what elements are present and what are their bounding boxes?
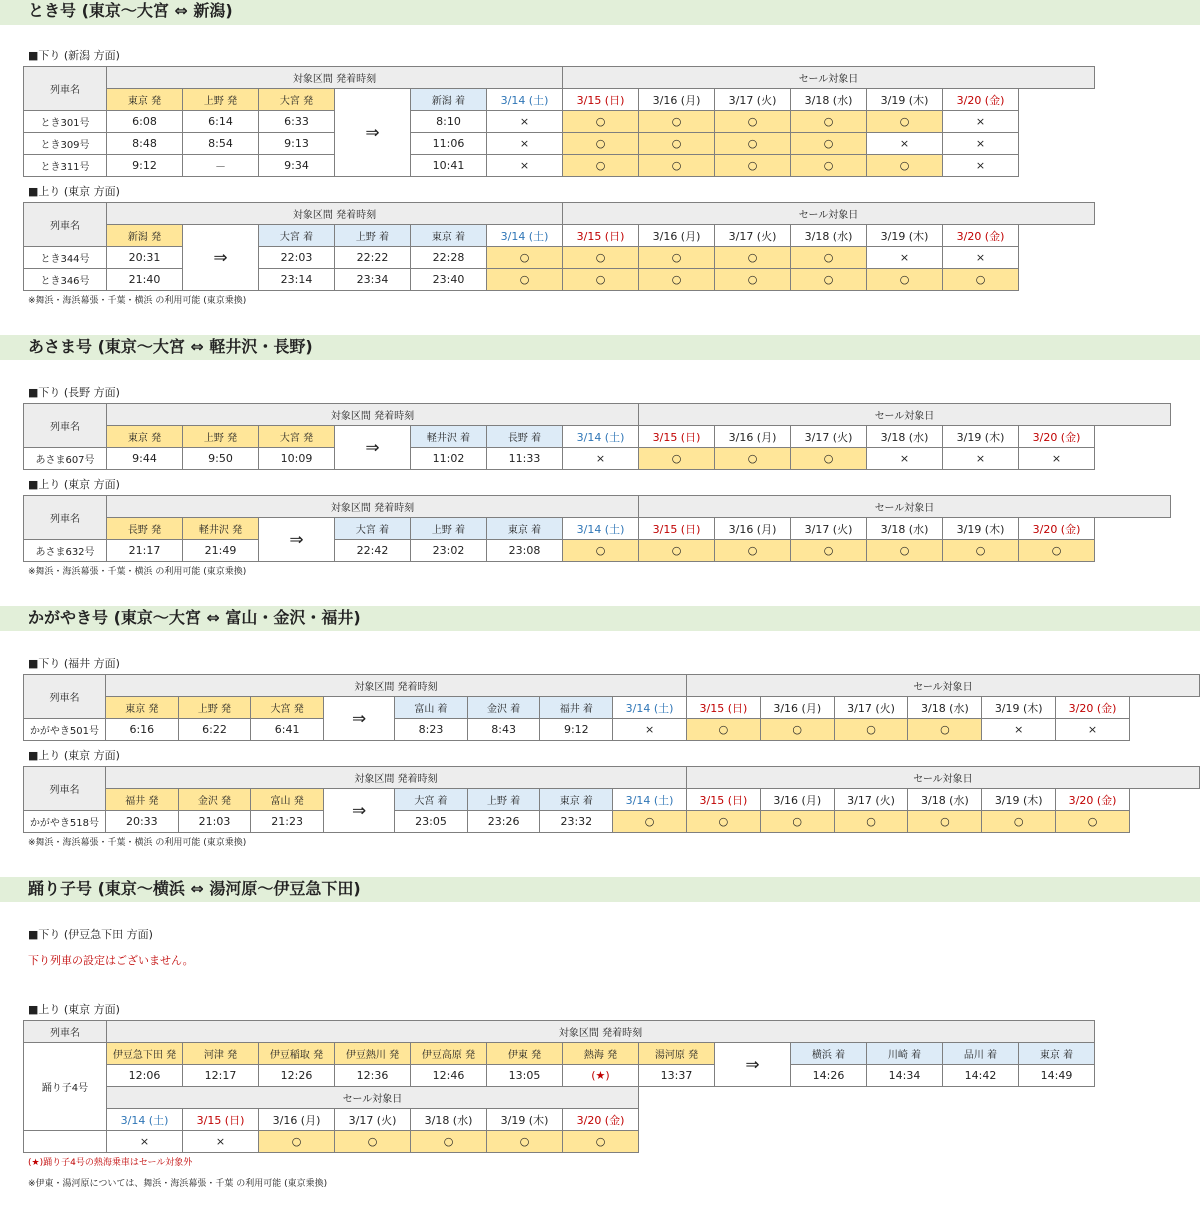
date-header: 3/20 (金) (1019, 518, 1095, 540)
time-cell: 9:12 (107, 155, 183, 177)
direction-label: ■上り (東京 方面) (28, 185, 120, 198)
sale-cell: ○ (1056, 811, 1130, 833)
sale-cell: ○ (908, 811, 982, 833)
sale-cell: ○ (908, 719, 982, 741)
time-cell: 20:33 (105, 811, 178, 833)
time-cell: 23:14 (259, 269, 335, 291)
time-cell: 9:50 (183, 448, 259, 470)
sale-cell: ○ (791, 111, 867, 133)
timetable-asama-up (23, 495, 1171, 562)
sale-cell: ○ (791, 247, 867, 269)
station-header: 大宮 発 (259, 89, 335, 111)
date-header: 3/14 (土) (613, 697, 687, 719)
sale-cell: ○ (686, 811, 760, 833)
station-header: 伊豆熱川 発 (335, 1043, 411, 1065)
time-cell: (★) (563, 1065, 639, 1087)
sale-cell: ○ (791, 133, 867, 155)
sale-cell: × (943, 155, 1019, 177)
date-header: 3/16 (月) (760, 697, 834, 719)
date-header: 3/16 (月) (259, 1109, 335, 1131)
sale-cell: ○ (715, 247, 791, 269)
sale-cell: × (107, 1131, 183, 1153)
sale-cell: ○ (715, 133, 791, 155)
date-header: 3/18 (水) (867, 426, 943, 448)
time-cell: 10:41 (411, 155, 487, 177)
time-group-header: 対象区間 発着時刻 (107, 1021, 1095, 1043)
train-name-header: 列車名 (24, 404, 107, 448)
footnote: ※舞浜・海浜幕張・千葉・横浜 の利用可能 (東京乗換) (28, 567, 247, 577)
sale-cell: ○ (563, 111, 639, 133)
sale-cell: ○ (686, 719, 760, 741)
sale-cell: ○ (259, 1131, 335, 1153)
sale-cell: ○ (791, 448, 867, 470)
time-group-header: 対象区間 発着時刻 (105, 675, 686, 697)
date-header: 3/18 (水) (867, 518, 943, 540)
sale-group-header: セール対象日 (639, 404, 1171, 426)
time-cell: 21:23 (251, 811, 324, 833)
date-header: 3/15 (日) (686, 789, 760, 811)
sale-cell: × (487, 111, 563, 133)
time-cell: 11:02 (411, 448, 487, 470)
station-header: 東京 着 (411, 225, 487, 247)
sale-cell: ○ (639, 269, 715, 291)
footnote: ※伊東・湯河原については、舞浜・海浜幕張・千葉 の利用可能 (東京乗換) (28, 1179, 328, 1189)
date-header: 3/20 (金) (1019, 426, 1095, 448)
station-header: 伊豆高原 発 (411, 1043, 487, 1065)
time-cell: 22:03 (259, 247, 335, 269)
sale-cell: ○ (335, 1131, 411, 1153)
sale-cell: ○ (867, 155, 943, 177)
date-header: 3/20 (金) (1056, 789, 1130, 811)
station-header: 長野 着 (487, 426, 563, 448)
station-header: 横浜 着 (791, 1043, 867, 1065)
date-header: 3/16 (月) (715, 426, 791, 448)
timetable-asama-down (23, 403, 1171, 470)
station-header: 福井 発 (105, 789, 178, 811)
station-header: 長野 発 (107, 518, 183, 540)
time-cell: 8:10 (411, 111, 487, 133)
date-header: 3/17 (火) (335, 1109, 411, 1131)
sale-cell: × (487, 155, 563, 177)
sale-cell: ○ (411, 1131, 487, 1153)
time-cell: 12:26 (259, 1065, 335, 1087)
train-name-header: 列車名 (24, 67, 107, 111)
sale-cell: ○ (715, 448, 791, 470)
date-header: 3/19 (木) (943, 426, 1019, 448)
arrow-icon: ⇒ (335, 426, 411, 470)
time-cell: 23:05 (395, 811, 468, 833)
station-header: 福井 着 (540, 697, 613, 719)
sale-cell: ○ (639, 111, 715, 133)
time-cell: 12:36 (335, 1065, 411, 1087)
train-name: あさま632号 (24, 540, 107, 562)
sale-cell: ○ (563, 155, 639, 177)
time-group-header: 対象区間 発着時刻 (105, 767, 686, 789)
station-header: 軽井沢 発 (183, 518, 259, 540)
date-header: 3/18 (水) (908, 789, 982, 811)
footnote-exception: (★)踊り子4号の熱海乗車はセール対象外 (28, 1158, 193, 1168)
sale-cell: ○ (834, 719, 908, 741)
date-header: 3/17 (火) (834, 697, 908, 719)
time-cell: 6:08 (107, 111, 183, 133)
station-header: 金沢 発 (178, 789, 251, 811)
date-header: 3/16 (月) (639, 225, 715, 247)
time-cell: 14:42 (943, 1065, 1019, 1087)
sale-group-header: セール対象日 (686, 767, 1199, 789)
sale-cell: ○ (613, 811, 687, 833)
time-cell: 6:22 (178, 719, 251, 741)
time-cell: 21:17 (107, 540, 183, 562)
time-cell: 11:33 (487, 448, 563, 470)
date-header: 3/15 (日) (563, 89, 639, 111)
direction-label: ■下り (新潟 方面) (28, 49, 120, 62)
time-cell: 14:49 (1019, 1065, 1095, 1087)
arrow-icon: ⇒ (323, 789, 394, 833)
time-cell: 13:37 (639, 1065, 715, 1087)
date-header: 3/20 (金) (943, 89, 1019, 111)
sale-cell: ○ (563, 1131, 639, 1153)
time-cell: 20:31 (107, 247, 183, 269)
date-header: 3/19 (木) (867, 225, 943, 247)
time-cell: 23:26 (467, 811, 540, 833)
time-cell: 22:42 (335, 540, 411, 562)
date-header: 3/15 (日) (686, 697, 760, 719)
time-cell: 23:40 (411, 269, 487, 291)
station-header: 川崎 着 (867, 1043, 943, 1065)
sale-cell: × (943, 247, 1019, 269)
date-header: 3/19 (木) (943, 518, 1019, 540)
sale-cell: ○ (982, 811, 1056, 833)
station-header: 新潟 着 (411, 89, 487, 111)
train-name-header: 列車名 (24, 203, 107, 247)
no-service-message: 下り列車の設定はございません。 (28, 954, 194, 967)
station-header: 大宮 発 (259, 426, 335, 448)
sale-cell: ○ (487, 247, 563, 269)
station-header: 東京 着 (540, 789, 613, 811)
station-header: 東京 着 (1019, 1043, 1095, 1065)
time-group-header: 対象区間 発着時刻 (107, 404, 639, 426)
date-header: 3/14 (土) (563, 426, 639, 448)
direction-label: ■下り (福井 方面) (28, 657, 120, 670)
date-header: 3/18 (水) (791, 225, 867, 247)
station-header: 熱海 発 (563, 1043, 639, 1065)
timetable-toki-down (23, 66, 1095, 177)
date-header: 3/20 (金) (563, 1109, 639, 1131)
spacer-cell (24, 1131, 107, 1153)
station-header: 河津 発 (183, 1043, 259, 1065)
arrow-icon: ⇒ (335, 89, 411, 177)
date-header: 3/19 (木) (982, 789, 1056, 811)
time-group-header: 対象区間 発着時刻 (107, 67, 563, 89)
station-header: 伊豆急下田 発 (107, 1043, 183, 1065)
sale-cell: ○ (715, 540, 791, 562)
time-group-header: 対象区間 発着時刻 (107, 203, 563, 225)
sale-cell: ○ (639, 133, 715, 155)
station-header: 富山 発 (251, 789, 324, 811)
sale-cell: ○ (867, 540, 943, 562)
date-header: 3/18 (水) (908, 697, 982, 719)
sale-group-header: セール対象日 (563, 67, 1095, 89)
sale-cell: ○ (943, 269, 1019, 291)
date-header: 3/20 (金) (1056, 697, 1130, 719)
station-header: 品川 着 (943, 1043, 1019, 1065)
sale-cell: × (943, 448, 1019, 470)
station-header: 大宮 着 (395, 789, 468, 811)
station-header: 伊東 発 (487, 1043, 563, 1065)
station-header: 上野 発 (183, 89, 259, 111)
train-name: とき309号 (24, 133, 107, 155)
train-name-header: 列車名 (24, 675, 106, 719)
time-cell: 8:54 (183, 133, 259, 155)
sale-cell: × (613, 719, 687, 741)
sale-cell: × (867, 247, 943, 269)
section-title: かがやき号 (東京～大宮 ⇔ 富山・金沢・福井) (28, 608, 361, 627)
station-header: 軽井沢 着 (411, 426, 487, 448)
date-header: 3/15 (日) (183, 1109, 259, 1131)
timetable-kagayaki-up (23, 766, 1200, 833)
station-header: 大宮 着 (335, 518, 411, 540)
date-header: 3/19 (木) (487, 1109, 563, 1131)
date-header: 3/15 (日) (639, 426, 715, 448)
sale-cell: ○ (639, 155, 715, 177)
sale-cell: × (563, 448, 639, 470)
date-header: 3/15 (日) (639, 518, 715, 540)
date-header: 3/19 (木) (867, 89, 943, 111)
train-name: かがやき501号 (24, 719, 106, 741)
date-header: 3/17 (火) (791, 518, 867, 540)
sale-cell: ○ (760, 811, 834, 833)
time-cell: 8:48 (107, 133, 183, 155)
sale-cell: ○ (487, 1131, 563, 1153)
station-header: 新潟 発 (107, 225, 183, 247)
sale-group-header: セール対象日 (639, 496, 1171, 518)
sale-cell: ○ (791, 269, 867, 291)
time-cell: 22:22 (335, 247, 411, 269)
sale-cell: ○ (563, 540, 639, 562)
timetable-toki-up (23, 202, 1095, 291)
station-header: 伊豆稲取 発 (259, 1043, 335, 1065)
sale-cell: ○ (639, 247, 715, 269)
station-header: 東京 発 (105, 697, 178, 719)
sale-group-header: セール対象日 (686, 675, 1199, 697)
time-cell: 23:02 (411, 540, 487, 562)
sale-cell: ○ (715, 269, 791, 291)
sale-cell: ○ (760, 719, 834, 741)
section-title: とき号 (東京～大宮 ⇔ 新潟) (28, 1, 233, 20)
arrow-icon: ⇒ (323, 697, 394, 741)
sale-cell: ○ (563, 133, 639, 155)
station-header: 金沢 着 (467, 697, 540, 719)
time-cell: 14:34 (867, 1065, 943, 1087)
time-cell: 9:44 (107, 448, 183, 470)
station-header: 大宮 着 (259, 225, 335, 247)
date-header: 3/17 (火) (715, 89, 791, 111)
sale-cell: ○ (563, 247, 639, 269)
time-cell: － (183, 155, 259, 177)
sale-cell: ○ (639, 448, 715, 470)
date-header: 3/20 (金) (943, 225, 1019, 247)
sale-cell: × (1019, 448, 1095, 470)
sale-cell: × (943, 133, 1019, 155)
train-name: とき311号 (24, 155, 107, 177)
train-name: とき301号 (24, 111, 107, 133)
train-name-header: 列車名 (24, 767, 106, 811)
time-cell: 12:46 (411, 1065, 487, 1087)
time-cell: 21:03 (178, 811, 251, 833)
sale-cell: ○ (791, 540, 867, 562)
station-header: 東京 発 (107, 89, 183, 111)
date-header: 3/14 (土) (613, 789, 687, 811)
sale-cell: ○ (943, 540, 1019, 562)
date-header: 3/14 (土) (107, 1109, 183, 1131)
sale-cell: ○ (487, 269, 563, 291)
direction-label: ■上り (東京 方面) (28, 478, 120, 491)
date-header: 3/18 (水) (791, 89, 867, 111)
time-group-header: 対象区間 発着時刻 (107, 496, 639, 518)
date-header: 3/15 (日) (563, 225, 639, 247)
time-cell: 22:28 (411, 247, 487, 269)
date-header: 3/17 (火) (791, 426, 867, 448)
timetable-kagayaki-down (23, 674, 1200, 741)
sale-cell: × (943, 111, 1019, 133)
date-header: 3/16 (月) (715, 518, 791, 540)
date-header: 3/19 (木) (982, 697, 1056, 719)
footnote: ※舞浜・海浜幕張・千葉・横浜 の利用可能 (東京乗換) (28, 838, 247, 848)
direction-label: ■上り (東京 方面) (28, 1003, 120, 1016)
date-header: 3/14 (土) (563, 518, 639, 540)
station-header: 上野 発 (183, 426, 259, 448)
sale-group-header: セール対象日 (107, 1087, 639, 1109)
sale-cell: × (982, 719, 1056, 741)
time-cell: 12:06 (107, 1065, 183, 1087)
date-header: 3/17 (火) (715, 225, 791, 247)
arrow-icon: ⇒ (715, 1043, 791, 1087)
time-cell: 6:41 (251, 719, 324, 741)
sale-cell: ○ (867, 269, 943, 291)
train-name-header: 列車名 (24, 1021, 107, 1043)
time-cell: 21:49 (183, 540, 259, 562)
time-cell: 12:17 (183, 1065, 259, 1087)
time-cell: 11:06 (411, 133, 487, 155)
train-name: あさま607号 (24, 448, 107, 470)
time-cell: 6:16 (105, 719, 178, 741)
date-header: 3/14 (土) (487, 225, 563, 247)
empty-area (639, 1087, 1095, 1153)
station-header: 上野 着 (335, 225, 411, 247)
sale-cell: ○ (791, 155, 867, 177)
timetable-odoriko-up (23, 1020, 1095, 1153)
sale-cell: ○ (1019, 540, 1095, 562)
time-cell: 23:08 (487, 540, 563, 562)
arrow-icon: ⇒ (259, 518, 335, 562)
direction-label: ■下り (伊豆急下田 方面) (28, 928, 153, 941)
date-header: 3/17 (火) (834, 789, 908, 811)
station-header: 大宮 発 (251, 697, 324, 719)
train-name: かがやき518号 (24, 811, 106, 833)
station-header: 上野 着 (467, 789, 540, 811)
train-name: とき344号 (24, 247, 107, 269)
time-cell: 13:05 (487, 1065, 563, 1087)
station-header: 富山 着 (395, 697, 468, 719)
time-cell: 10:09 (259, 448, 335, 470)
sale-cell: ○ (834, 811, 908, 833)
station-header: 上野 発 (178, 697, 251, 719)
time-cell: 21:40 (107, 269, 183, 291)
train-name: とき346号 (24, 269, 107, 291)
section-title: 踊り子号 (東京～横浜 ⇔ 湯河原～伊豆急下田) (28, 879, 361, 898)
date-header: 3/14 (土) (487, 89, 563, 111)
station-header: 上野 着 (411, 518, 487, 540)
time-cell: 9:13 (259, 133, 335, 155)
sale-cell: × (487, 133, 563, 155)
train-name: 踊り子4号 (24, 1043, 107, 1131)
time-cell: 8:43 (467, 719, 540, 741)
sale-cell: × (1056, 719, 1130, 741)
sale-cell: ○ (639, 540, 715, 562)
sale-cell: ○ (867, 111, 943, 133)
sale-group-header: セール対象日 (563, 203, 1095, 225)
train-name-header: 列車名 (24, 496, 107, 540)
time-cell: 14:26 (791, 1065, 867, 1087)
sale-cell: ○ (715, 155, 791, 177)
time-cell: 8:23 (395, 719, 468, 741)
arrow-icon: ⇒ (183, 225, 259, 291)
time-cell: 23:34 (335, 269, 411, 291)
sale-cell: × (867, 133, 943, 155)
station-header: 湯河原 発 (639, 1043, 715, 1065)
section-title: あさま号 (東京～大宮 ⇔ 軽井沢・長野) (28, 337, 313, 356)
footnote: ※舞浜・海浜幕張・千葉・横浜 の利用可能 (東京乗換) (28, 296, 247, 306)
sale-cell: ○ (563, 269, 639, 291)
date-header: 3/16 (月) (760, 789, 834, 811)
time-cell: 23:32 (540, 811, 613, 833)
station-header: 東京 着 (487, 518, 563, 540)
date-header: 3/16 (月) (639, 89, 715, 111)
date-header: 3/18 (水) (411, 1109, 487, 1131)
time-cell: 6:33 (259, 111, 335, 133)
sale-cell: ○ (715, 111, 791, 133)
station-header: 東京 発 (107, 426, 183, 448)
time-cell: 6:14 (183, 111, 259, 133)
sale-cell: × (867, 448, 943, 470)
sale-cell: × (183, 1131, 259, 1153)
direction-label: ■上り (東京 方面) (28, 749, 120, 762)
time-cell: 9:12 (540, 719, 613, 741)
time-cell: 9:34 (259, 155, 335, 177)
direction-label: ■下り (長野 方面) (28, 386, 120, 399)
